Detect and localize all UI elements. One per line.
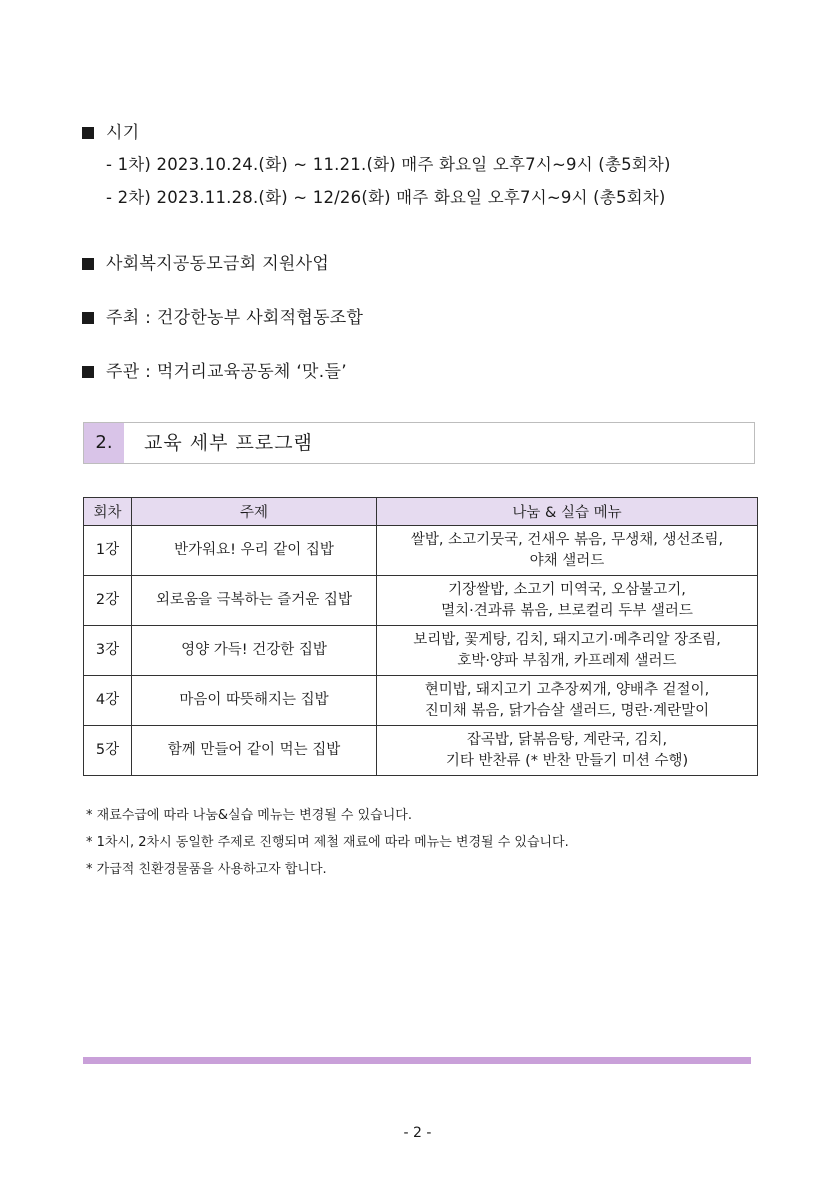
menu-line: 현미밥, 돼지고기 고추장찌개, 양배추 겉절이, — [424, 681, 710, 698]
table-row — [84, 626, 758, 676]
menu-line: 보리밥, 꽃게탕, 김치, 돼지고기·메추리알 장조림, — [413, 631, 721, 648]
session-cell: 3강 — [84, 626, 132, 676]
table-row — [84, 526, 758, 576]
menu-line: 진미채 볶음, 닭가슴살 샐러드, 명란·계란말이 — [424, 702, 710, 719]
square-bullet-icon — [82, 127, 94, 139]
menu-line: 호박·양파 부침개, 카프레제 샐러드 — [457, 652, 677, 669]
page-number: - 2 - — [403, 1125, 432, 1141]
table-row — [84, 726, 758, 776]
column-header-topic: 주제 — [132, 498, 377, 526]
session-cell: 4강 — [84, 676, 132, 726]
support-line: 사회복지공동모금회 지원사업 — [82, 249, 329, 274]
menu-line: 기타 반찬류 (* 반찬 만들기 미션 수행) — [445, 752, 689, 769]
menu-cell — [377, 526, 758, 576]
menu-line: 야채 샐러드 — [529, 552, 605, 569]
schedule-item-1: - 1차) 2023.10.24.(화) ~ 11.21.(화) 매주 화요일 오후7시~9시 (총5회차) — [106, 155, 671, 174]
topic-cell: 영양 가득! 건강한 집밥 — [132, 626, 377, 676]
square-bullet-icon — [82, 366, 94, 378]
menu-line: 기장쌀밥, 소고기 미역국, 오삼불고기, — [448, 581, 686, 598]
session-cell: 2강 — [84, 576, 132, 626]
square-bullet-icon — [82, 258, 94, 270]
note-2: * 1차시, 2차시 동일한 주제로 진행되며 제철 재료에 따라 메뉴는 변경될 수 있습니다. — [86, 835, 569, 850]
note-3: * 가급적 친환경물품을 사용하고자 합니다. — [86, 862, 327, 877]
menu-cell — [377, 676, 758, 726]
menu-line: 잡곡밥, 닭볶음탕, 계란국, 김치, — [466, 731, 668, 748]
menu-cell — [377, 726, 758, 776]
table-row — [84, 676, 758, 726]
schedule-item-2: - 2차) 2023.11.28.(화) ~ 12/26(화) 매주 화요일 오후7시~9시 (총5회차) — [106, 188, 666, 207]
column-header-session: 회차 — [84, 498, 132, 526]
topic-cell: 반가워요! 우리 같이 집밥 — [132, 526, 377, 576]
note-1: * 재료수급에 따라 나눔&실습 메뉴는 변경될 수 있습니다. — [86, 808, 412, 823]
section-title: 교육 세부 프로그램 — [144, 432, 313, 454]
menu-line: 멸치·견과류 볶음, 브로컬리 두부 샐러드 — [441, 602, 693, 619]
table-row — [84, 576, 758, 626]
menu-cell — [377, 626, 758, 676]
section-number: 2. — [84, 423, 124, 463]
organizer-line: 주관 : 먹거리교육공동체 ‘맛.들’ — [82, 357, 347, 382]
square-bullet-icon — [82, 312, 94, 324]
host-line: 주최 : 건강한농부 사회적협동조합 — [82, 303, 363, 328]
menu-cell — [377, 576, 758, 626]
session-cell: 5강 — [84, 726, 132, 776]
schedule-heading: 시기 — [82, 118, 139, 143]
topic-cell: 마음이 따뜻해지는 집밥 — [132, 676, 377, 726]
column-header-menu: 나눔 & 실습 메뉴 — [377, 498, 758, 526]
topic-cell: 외로움을 극복하는 즐거운 집밥 — [132, 576, 377, 626]
program-table — [83, 497, 758, 776]
footer-divider — [83, 1057, 751, 1064]
table-header-row — [84, 498, 758, 526]
menu-line: 쌀밥, 소고기뭇국, 건새우 볶음, 무생채, 생선조림, — [410, 531, 724, 548]
topic-cell: 함께 만들어 같이 먹는 집밥 — [132, 726, 377, 776]
section-header — [83, 422, 755, 464]
session-cell: 1강 — [84, 526, 132, 576]
